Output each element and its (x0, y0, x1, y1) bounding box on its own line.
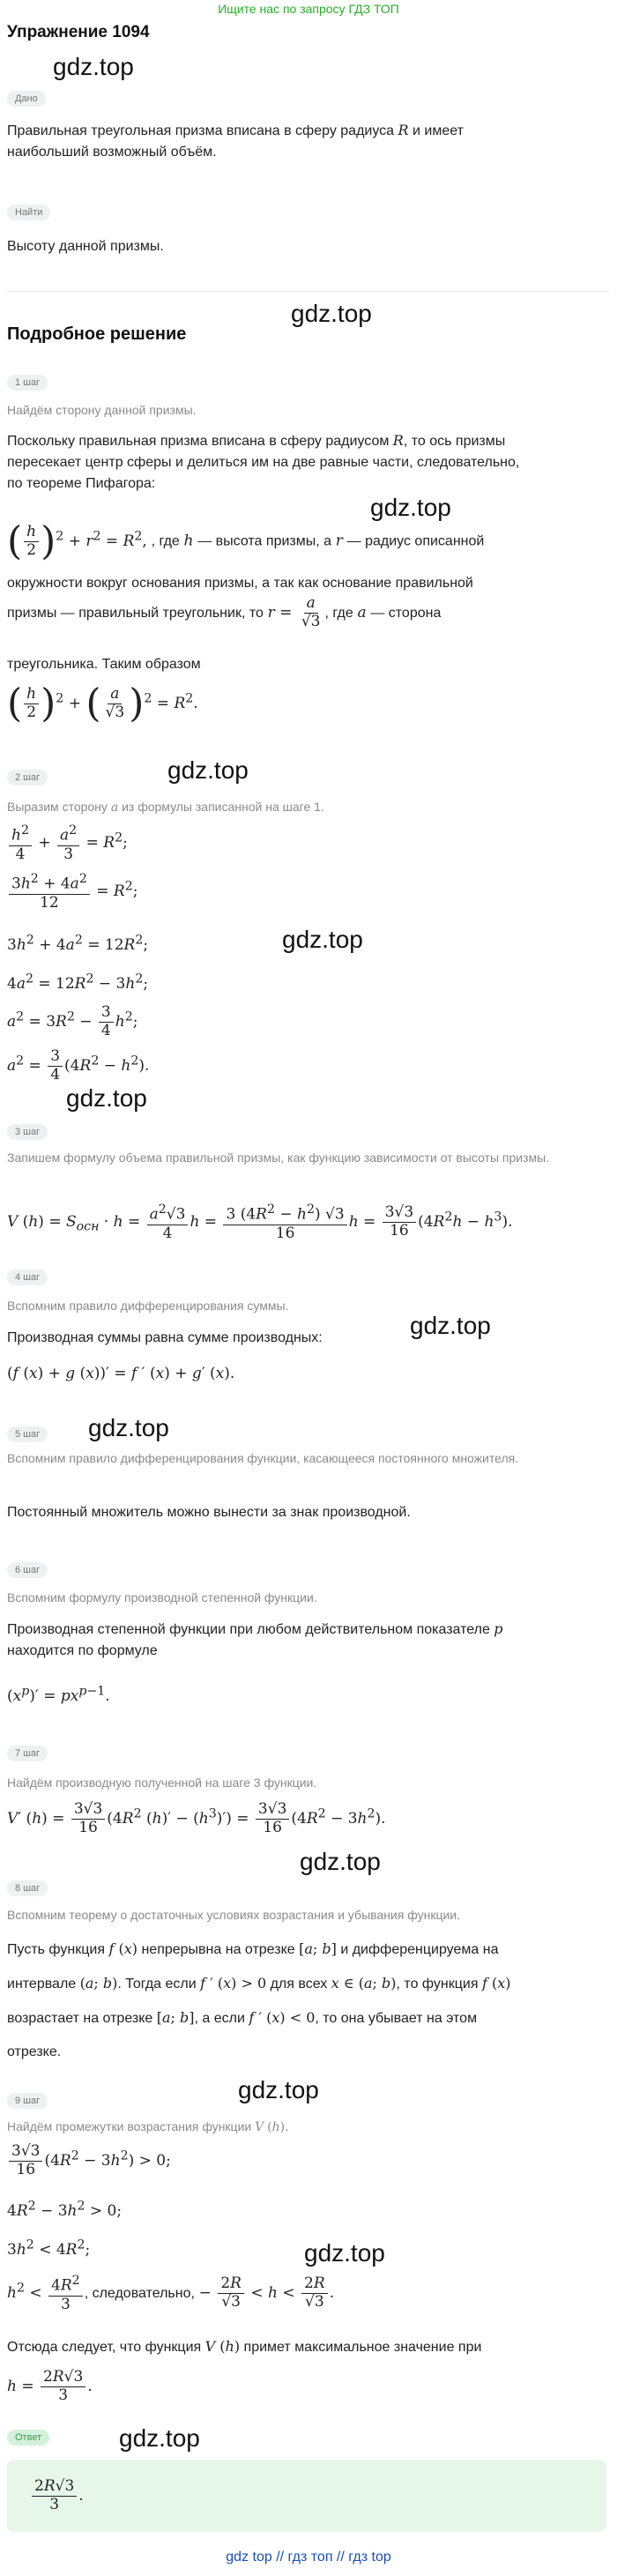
pythagoras-equation: ( $\frac{h}{2}$ )$^2 + r^2 = R^2$, , где h — высота призмы, а r — радиус описанной (7, 518, 485, 563)
answer-label: Ответ (7, 2430, 49, 2446)
step-text: треугольника. Таким образом (7, 657, 201, 672)
step-hint: Вспомним теорему о достаточных условиях возрастания и убывания функции. (7, 1908, 460, 1922)
watermark: gdz.top (88, 1414, 169, 1441)
watermark: gdz.top (300, 1848, 381, 1875)
given-label: Дано (7, 91, 46, 107)
step-label: 9 шаг (7, 2093, 48, 2109)
step-label: 6 шаг (7, 1562, 48, 1578)
step-label: 1 шаг (7, 375, 48, 391)
find-text: Высоту данной призмы. (7, 239, 164, 254)
watermark: gdz.top (238, 2076, 319, 2103)
answer-box (7, 2460, 606, 2532)
watermark: gdz.top (53, 53, 134, 80)
step-hint: Запишем формулу объема правильной призмы, как функцию зависимости от высоты призмы. (7, 1150, 550, 1165)
given-text: Правильная треугольная призма вписана в сферу радиуса R и имеет наибольший возможный объём. (7, 122, 464, 160)
answer-value: $\frac{2R√3}{3}$ . (30, 2479, 84, 2513)
step-label: 7 шаг (7, 1746, 48, 1761)
equation: $4R^2 - 3h^2 > 0$; (7, 2199, 123, 2220)
step-text: Производная суммы равна сумме производных: (7, 1330, 323, 1345)
step-label: 8 шаг (7, 1880, 48, 1896)
equation: $\frac{3√3}{16}$ $(4R^2 - 3h^2) > 0$; (7, 2144, 171, 2178)
watermark: gdz.top (370, 494, 451, 521)
watermark: gdz.top (291, 300, 372, 327)
theorem-text: Пусть функция f (x) непрерывна на отрезке [a; b] и дифференцируема на интервале (a; b). Тогда если f ′ (x) > 0 для всех x ∈ (a; b), то функция f (x) возрастает на отрезке [a; b], а если f ′ (x) < 0, то она убывает на этом отрезке. (7, 1940, 511, 2059)
equation: ( $\frac{h}{2}$ )$^2$ + ( $\frac{a}{√3}$ )$^2 = R^2$. (7, 681, 198, 726)
step-text: Производная степенной функции при любом действительном показателе p находится по формуле (7, 1620, 503, 1658)
watermark: gdz.top (167, 756, 249, 784)
equation: (f (x) + g (x))′ = f ′ (x) + g′ (x). (7, 1365, 235, 1382)
equation: $3h^2 + 4a^2 = 12R^2$; (7, 933, 149, 954)
step-hint: Вспомним правило дифференцирования функции, касающееся постоянного множителя. (7, 1451, 519, 1465)
footer-links[interactable]: gdz top // гдз топ // гдз top (226, 2550, 391, 2565)
solution-title: Подробное решение (7, 324, 187, 344)
equation: $4a^2 = 12R^2 - 3h^2$; (7, 972, 149, 993)
step-label: 4 шаг (7, 1269, 48, 1285)
step-label: 3 шаг (7, 1124, 48, 1140)
volume-formula: V $(h) = S_{осн} \cdot h$ = $\frac{a^2√3}{4}$ h = $\frac{3 (4R^2 - h^2) √3}{16}$ h = $\frac{3√3}{16}$ $(4R^2h - h^3)$. (7, 1202, 513, 1242)
top-banner[interactable]: Ищите нас по запросу ГДЗ ТОП (218, 2, 399, 16)
step-label: 2 шаг (7, 770, 48, 785)
divider (7, 291, 610, 292)
conclusion-text: Отсюда следует, что функция V (h) примет максимальное значение при (7, 2338, 482, 2355)
step-hint: Найдём производную полученной на шаге 3 функции. (7, 1776, 317, 1790)
watermark: gdz.top (304, 2239, 385, 2267)
step-hint: Вспомним правило дифференцирования суммы. (7, 1299, 289, 1313)
equation: $(x^p)' = px^{p-1}$. (7, 1684, 110, 1705)
step-text: окружности вокруг основания призмы, а так как основание правильной (7, 576, 473, 591)
step-text: Постоянный множитель можно вынести за знак производной. (7, 1505, 411, 1520)
step-hint: Найдём промежутки возрастания функции V (h). (7, 2119, 289, 2134)
equation: $a^2 = 3R^2$ − $\frac{3}{4}$ $h^2$; (7, 1003, 138, 1039)
watermark: gdz.top (282, 926, 363, 953)
step-hint: Выразим сторону a из формулы записанной на шаге 1. (7, 800, 324, 815)
side-formula-line: призмы — правильный треугольник, то r = $\frac{a}{√3}$ , где a — сторона (7, 594, 442, 630)
equation: $a^2$ = $\frac{3}{4}$ $(4R^2 - h^2)$. (7, 1047, 150, 1083)
step-hint: Найдём сторону данной призмы. (7, 403, 197, 417)
exercise-title: Упражнение 1094 (7, 23, 150, 41)
step-label: 5 шаг (7, 1426, 48, 1442)
find-label: Найти (7, 205, 50, 220)
watermark: gdz.top (119, 2424, 200, 2452)
equation: $3h^2 < 4R^2$; (7, 2237, 91, 2259)
step-hint: Вспомним формулу производной степенной функции. (7, 1590, 317, 1604)
equation: h = $\frac{2R√3}{3}$ . (7, 2368, 93, 2404)
equation: $h^2$ < $\frac{4R^2}{3}$ , следовательно, − $\frac{2R}{√3}$ < h < $\frac{2R}{√3}$ . (7, 2274, 335, 2313)
step-text: Поскольку правильная призма вписана в сферу радиусом R, то ось призмы пересекает центр сферы и делиться им на две равные части, следовательно, по теореме Пифагора: (7, 432, 520, 491)
derivative-equation: V′ (h) = $\frac{3√3}{16}$ ($4R^2$ $(h)' - (h^3)'$) = $\frac{3√3}{16}$ $(4R^2 - 3h^2)$. (7, 1800, 386, 1836)
watermark: gdz.top (66, 1084, 147, 1112)
equation: $\frac{h^2}{4}$ + $\frac{a^2}{3}$ = $R^2$; (7, 824, 128, 862)
equation: $\frac{3h^2 + 4a^2}{12}$ = $R^2$; (7, 873, 138, 911)
watermark: gdz.top (410, 1312, 491, 1339)
